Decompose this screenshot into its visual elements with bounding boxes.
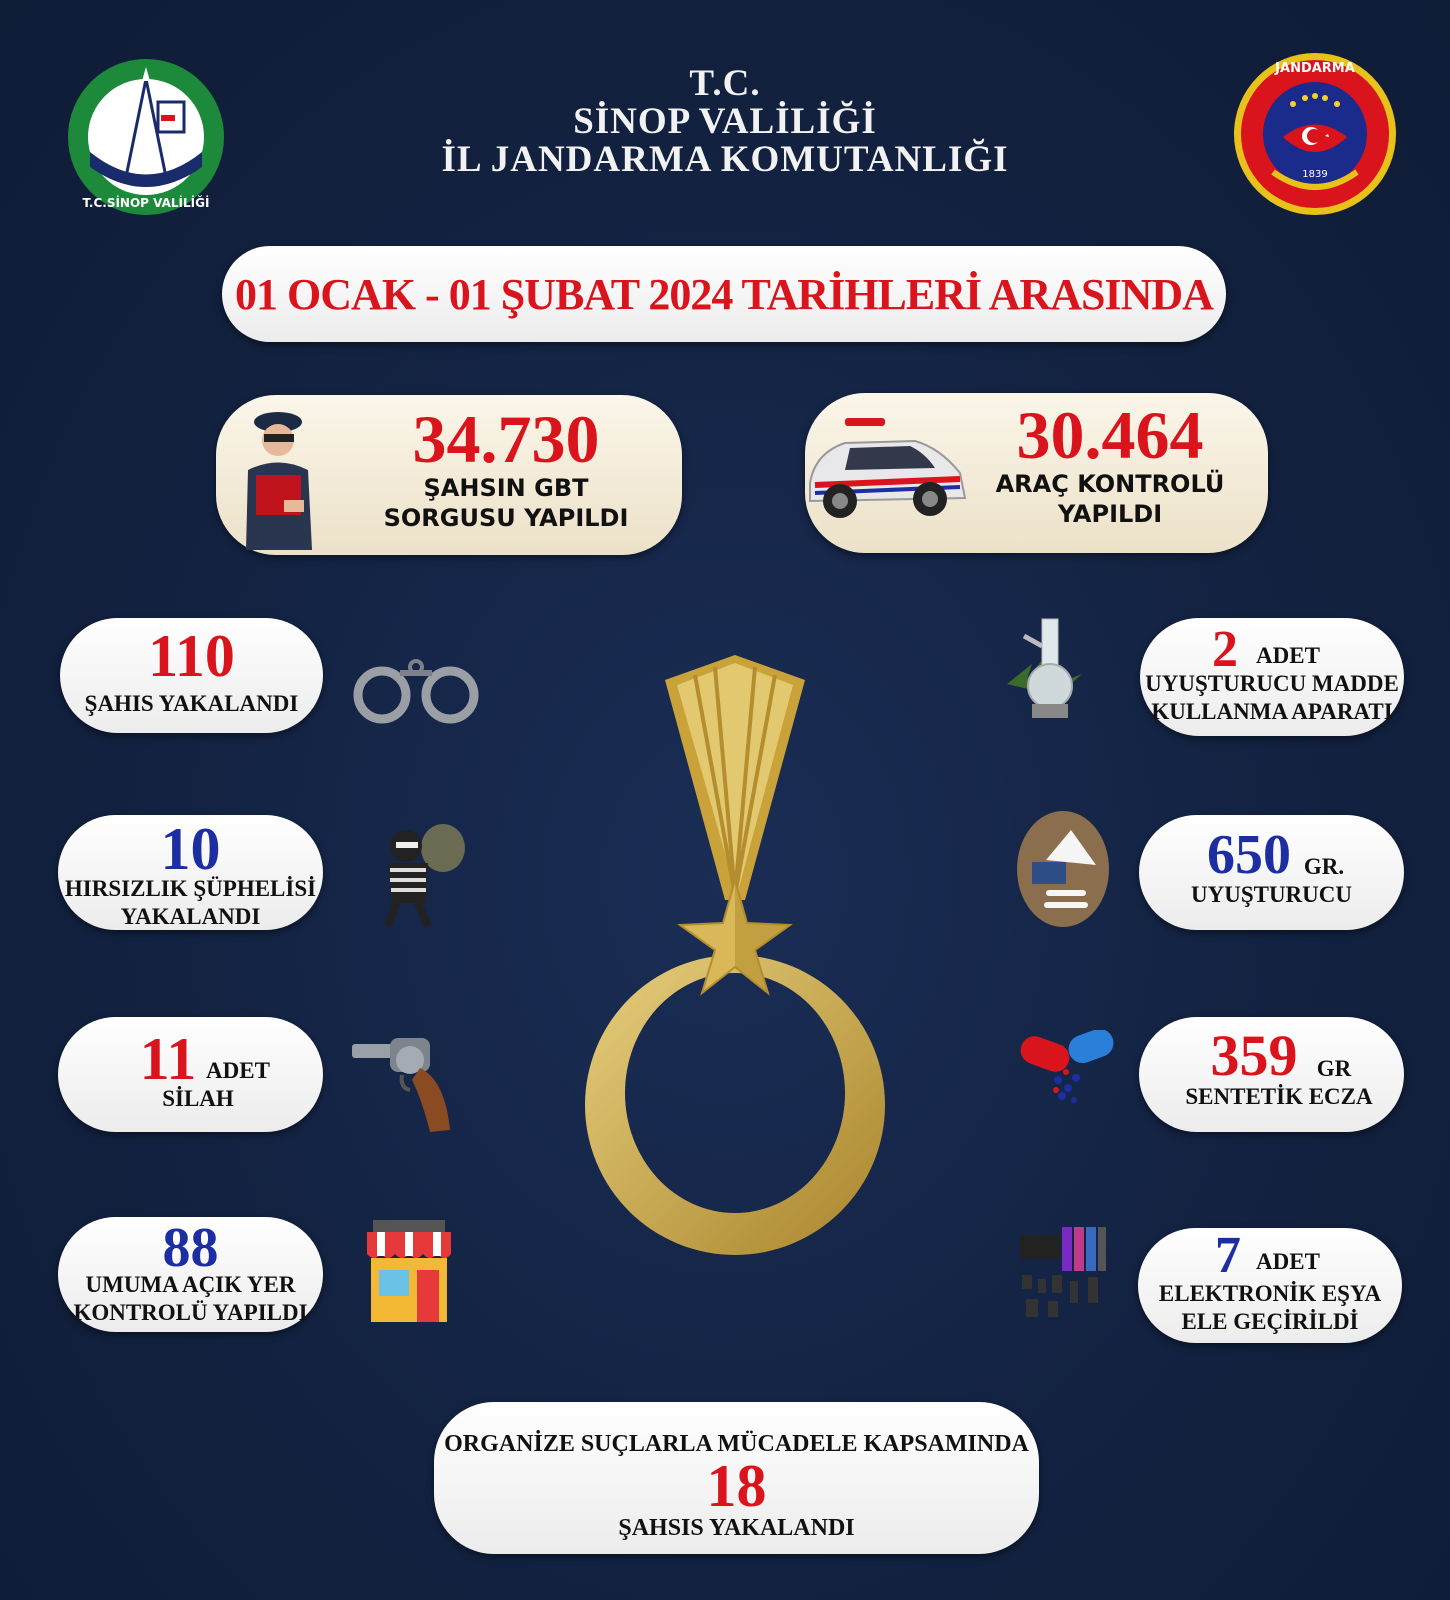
stat-organized-crime <box>434 1402 1039 1554</box>
organized-crime-value: 18 <box>706 1453 767 1519</box>
handcuffs-icon <box>352 645 482 735</box>
crescent-star-emblem <box>585 655 885 1275</box>
vehicle-value: 30.464 <box>1016 397 1204 473</box>
electronics-label-1: ELEKTRONİK EŞYA <box>1158 1281 1382 1306</box>
thief-icon <box>368 818 468 928</box>
header-line-1: T.C. <box>689 63 761 104</box>
jandarma-year: 1839 <box>1302 169 1328 180</box>
synthetic-label: SENTETİK ECZA <box>1185 1084 1373 1109</box>
patrol-car-icon <box>805 413 970 528</box>
jandarma-logo <box>1233 52 1398 217</box>
gbt-label-1: ŞAHSIN GBT <box>423 474 589 502</box>
synthetic-value: 359 <box>1210 1023 1298 1088</box>
weapons-unit: ADET <box>206 1058 270 1083</box>
drug-apparatus-label-1: UYUŞTURUCU MADDE <box>1145 671 1399 696</box>
electronics-icon <box>1018 1225 1108 1323</box>
persons-caught-label: ŞAHIS YAKALANDI <box>84 691 299 716</box>
revolver-icon <box>350 1030 465 1135</box>
persons-caught-value: 110 <box>148 623 235 689</box>
page-header <box>375 65 1075 179</box>
gendarme-officer-icon <box>226 400 321 550</box>
drug-apparatus-label-2: KULLANMA APARATI <box>1151 699 1393 724</box>
public-places-label-1: UMUMA AÇIK YER <box>85 1272 296 1297</box>
drugs-value: 650 <box>1207 824 1291 886</box>
drug-apparatus-value: 2 <box>1212 621 1238 678</box>
vehicle-label-1: ARAÇ KONTROLÜ <box>995 470 1225 498</box>
public-places-value: 88 <box>162 1217 219 1279</box>
header-line-2: SİNOP VALİLİĞİ <box>573 101 877 142</box>
weapons-label: SİLAH <box>162 1086 234 1111</box>
jandarma-text: JANDARMA <box>1275 61 1355 76</box>
sinop-valiligi-logo <box>66 57 226 217</box>
drugs-unit: GR. <box>1303 854 1345 879</box>
bong-icon <box>1002 614 1102 726</box>
left-logo-text: T.C.SİNOP VALİLİĞİ <box>82 196 210 210</box>
stat-theft-suspects <box>58 815 323 930</box>
stat-public-places <box>58 1217 323 1332</box>
electronics-unit: ADET <box>1256 1249 1320 1274</box>
stat-weapons <box>58 1017 323 1132</box>
date-range-banner <box>222 246 1226 342</box>
organized-crime-label-1: ORGANİZE SUÇLARLA MÜCADELE KAPSAMINDA <box>444 1431 1029 1457</box>
theft-suspects-label-2: YAKALANDI <box>120 904 261 929</box>
theft-suspects-label-1: HIRSIZLIK ŞÜPHELİSİ <box>64 876 317 901</box>
drug-apparatus-unit: ADET <box>1256 643 1320 668</box>
drugs-label: UYUŞTURUCU <box>1190 882 1352 907</box>
vehicle-label-2: YAPILDI <box>1057 500 1163 528</box>
date-range-text: 01 OCAK - 01 ŞUBAT 2024 TARİHLERİ ARASINDA <box>235 269 1213 319</box>
stat-drugs <box>1139 815 1404 930</box>
electronics-value: 7 <box>1215 1227 1241 1284</box>
stat-electronics <box>1138 1228 1402 1343</box>
synthetic-unit: GR <box>1316 1056 1352 1081</box>
organized-crime-label-2: ŞAHSIS YAKALANDI <box>618 1515 855 1541</box>
stat-persons-caught <box>60 618 323 733</box>
theft-suspects-value: 10 <box>160 816 221 882</box>
gbt-label-2: SORGUSU YAPILDI <box>383 504 629 532</box>
electronics-label-2: ELE GEÇİRİLDİ <box>1181 1309 1359 1334</box>
pills-icon <box>1018 1030 1118 1110</box>
stat-vehicle-control <box>805 393 1268 553</box>
stat-synthetic <box>1139 1017 1404 1132</box>
header-line-3: İL JANDARMA KOMUTANLIĞI <box>441 139 1009 180</box>
stat-gbt-query <box>216 395 682 555</box>
gbt-value: 34.730 <box>412 401 600 477</box>
public-places-label-2: KONTROLÜ YAPILDI <box>73 1300 308 1325</box>
weapons-value: 11 <box>139 1026 197 1092</box>
shop-icon <box>365 1218 453 1326</box>
stat-drug-apparatus <box>1140 618 1404 736</box>
powder-icon <box>1016 810 1111 928</box>
